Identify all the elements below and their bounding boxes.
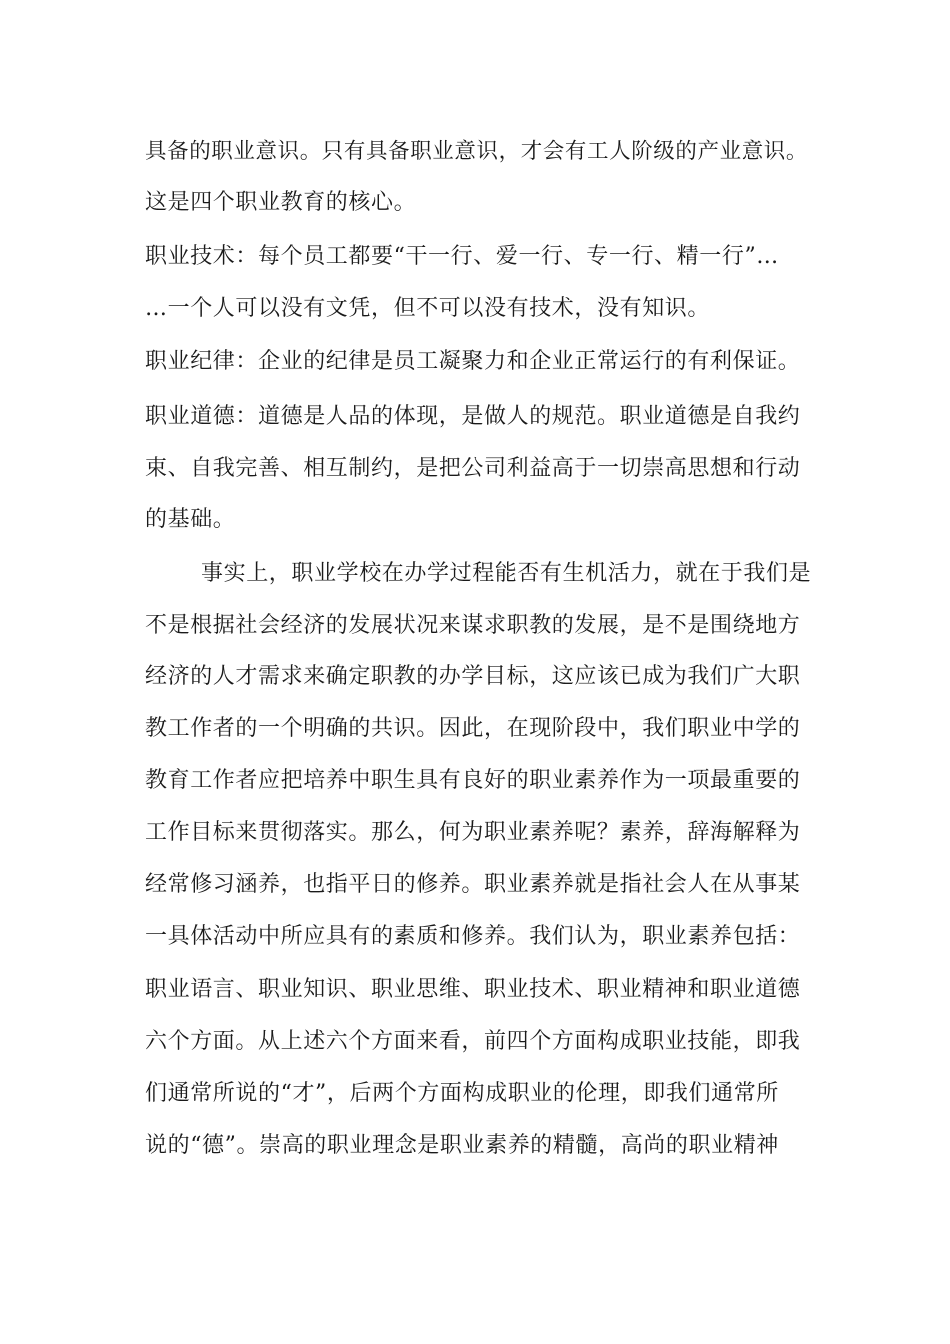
text-line: 工作目标来贯彻落实。那么，何为职业素养呢？素养，辞海解释为: [145, 820, 801, 845]
text-line: 职业纪律：企业的纪律是员工凝聚力和企业正常运行的有利保证。: [145, 349, 801, 374]
text-line: 束、自我完善、相互制约，是把公司利益高于一切崇高思想和行动: [145, 456, 801, 481]
text-line: 具备的职业意识。只有具备职业意识，才会有工人阶级的产业意识。: [145, 139, 809, 164]
text-line: 职业语言、职业知识、职业思维、职业技术、职业精神和职业道德: [145, 977, 801, 1002]
text-line: 职业技术：每个员工都要“干一行、爱一行、专一行、精一行”…: [145, 244, 779, 269]
text-line: 经济的人才需求来确定职教的办学目标，这应该已成为我们广大职: [145, 664, 801, 689]
text-line: 这是四个职业教育的核心。: [145, 190, 417, 215]
text-line: …一个人可以没有文凭，但不可以没有技术，没有知识。: [145, 296, 711, 321]
text-line: 一具体活动中所应具有的素质和修养。我们认为，职业素养包括：: [145, 924, 801, 949]
text-line: 教工作者的一个明确的共识。因此，在现阶段中，我们职业中学的: [145, 716, 801, 741]
text-line: 教育工作者应把培养中职生具有良好的职业素养作为一项最重要的: [145, 768, 801, 793]
text-line: 不是根据社会经济的发展状况来谋求职教的发展，是不是围绕地方: [145, 613, 801, 638]
text-line: 说的“德”。崇高的职业理念是职业素养的精髓，高尚的职业精神: [145, 1133, 779, 1158]
text-line: 职业道德：道德是人品的体现，是做人的规范。职业道德是自我约: [145, 404, 801, 429]
text-line: 的基础。: [145, 507, 236, 532]
text-line: 经常修习涵养，也指平日的修养。职业素养就是指社会人在从事某: [145, 872, 801, 897]
paragraph-first-line: 事实上，职业学校在办学过程能否有生机活力，就在于我们是: [201, 561, 812, 586]
text-line: 们通常所说的“才”，后两个方面构成职业的伦理，即我们通常所: [145, 1081, 779, 1106]
text-line: 六个方面。从上述六个方面来看，前四个方面构成职业技能，即我: [145, 1029, 801, 1054]
